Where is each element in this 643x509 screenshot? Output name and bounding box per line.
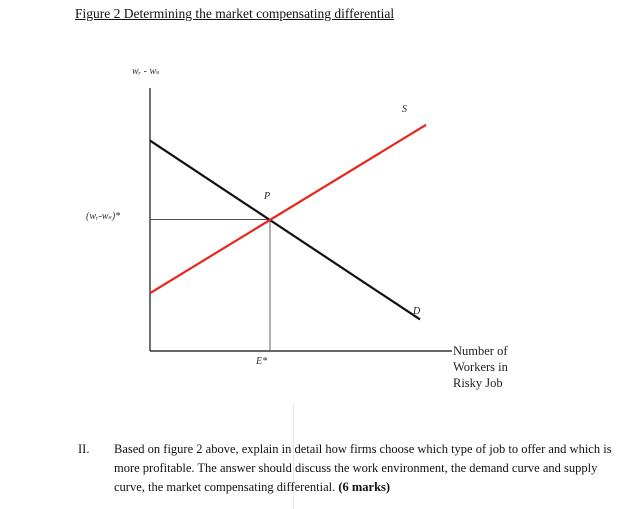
- supply-curve: [150, 125, 426, 293]
- question-block: [78, 440, 618, 497]
- x-axis-label-line: Risky Job: [453, 376, 503, 390]
- demand-curve-label: D: [413, 306, 421, 317]
- supply-curve-label: S: [402, 104, 407, 115]
- y-axis-label: wᵣ - wₛ: [132, 66, 160, 77]
- x-axis-label: [453, 343, 508, 391]
- question-body: Based on figure 2 above, explain in detail how firms choose which type of job to offer and which is more profitable. The answer should discuss the work environment, the demand curve and supply curve, the market compensating differential.: [114, 442, 612, 494]
- x-axis-label-line: Number of: [453, 344, 508, 358]
- equilibrium-point-label: P: [264, 191, 271, 202]
- question-text: [114, 440, 618, 497]
- equilibrium-wage-label: (wᵣ-wₛ)*: [86, 211, 121, 222]
- x-axis-label-line: Workers in: [453, 360, 508, 374]
- equilibrium-quantity-label: E*: [256, 356, 268, 367]
- question-number: II.: [78, 442, 90, 456]
- demand-curve: [150, 141, 420, 320]
- figure-title: Figure 2 Determining the market compensating differential: [75, 6, 395, 21]
- question-marks: (6 marks): [338, 480, 391, 494]
